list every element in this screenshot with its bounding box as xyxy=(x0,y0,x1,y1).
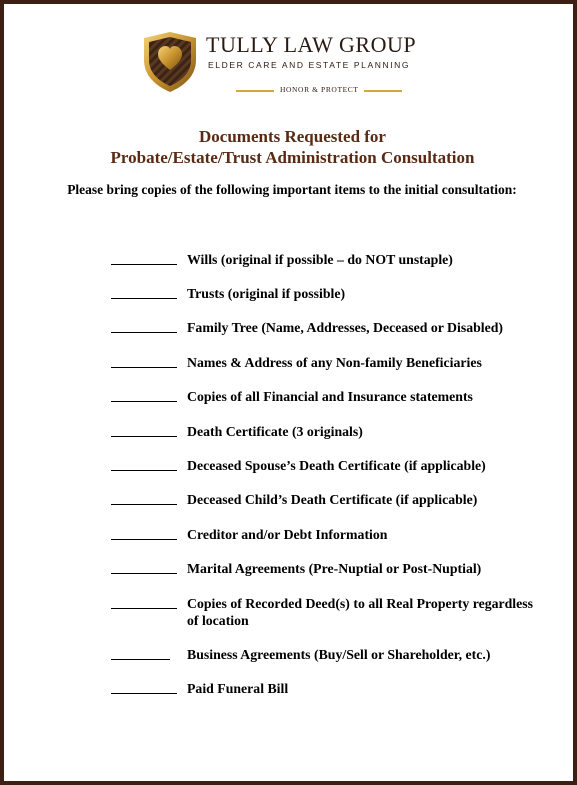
shield-heart-logo xyxy=(142,30,198,94)
checklist-item-label: Death Certificate (3 originals) xyxy=(187,424,363,439)
letterhead xyxy=(142,30,442,100)
motto-divider-left xyxy=(236,90,274,92)
brand-block xyxy=(206,32,416,58)
blank-line xyxy=(111,470,177,471)
blank-line xyxy=(111,298,177,299)
motto-divider-right xyxy=(364,90,402,92)
firm-name: TULLY LAW GROUP xyxy=(206,32,417,57)
firm-tagline: ELDER CARE AND ESTATE PLANNING xyxy=(208,60,411,70)
checklist-item-label: Business Agreements (Buy/Sell or Shareholder, etc.) xyxy=(187,647,491,662)
blank-line xyxy=(111,401,177,402)
blank-line xyxy=(111,504,177,505)
checklist-item-label: Wills (original if possible – do NOT unstaple) xyxy=(187,252,453,267)
checklist-item-label: Copies of all Financial and Insurance statements xyxy=(187,389,473,404)
checklist-item-label: Creditor and/or Debt Information xyxy=(187,527,388,542)
blank-line xyxy=(111,264,177,265)
blank-line xyxy=(111,659,170,660)
document-title-line2: Probate/Estate/Trust Administration Consultation xyxy=(110,148,475,167)
checklist-item-label: Family Tree (Name, Addresses, Deceased or Disabled) xyxy=(187,320,504,335)
blank-line xyxy=(111,608,177,609)
checklist-item-label: Copies of Recorded Deed(s) to all Real Property regardless of location xyxy=(187,596,533,628)
blank-line xyxy=(111,436,177,437)
intro-text: Please bring copies of the following important items to the initial consultation: xyxy=(67,182,517,197)
checklist-item-label: Trusts (original if possible) xyxy=(187,286,346,301)
blank-line xyxy=(111,332,177,333)
checklist-item-label: Paid Funeral Bill xyxy=(187,681,289,696)
motto-row xyxy=(236,85,436,97)
blank-line xyxy=(111,573,177,574)
document-title-line1: Documents Requested for xyxy=(199,127,386,146)
blank-line xyxy=(111,539,177,540)
firm-motto: HONOR & PROTECT xyxy=(280,85,359,94)
checklist-item-label: Deceased Child’s Death Certificate (if applicable) xyxy=(187,492,478,507)
blank-line xyxy=(111,367,177,368)
checklist-item-label: Names & Address of any Non-family Beneficiaries xyxy=(187,355,482,370)
checklist-item-label: Deceased Spouse’s Death Certificate (if applicable) xyxy=(187,458,486,473)
checklist-item-label: Marital Agreements (Pre-Nuptial or Post-Nuptial) xyxy=(187,561,482,576)
blank-line xyxy=(111,693,177,694)
